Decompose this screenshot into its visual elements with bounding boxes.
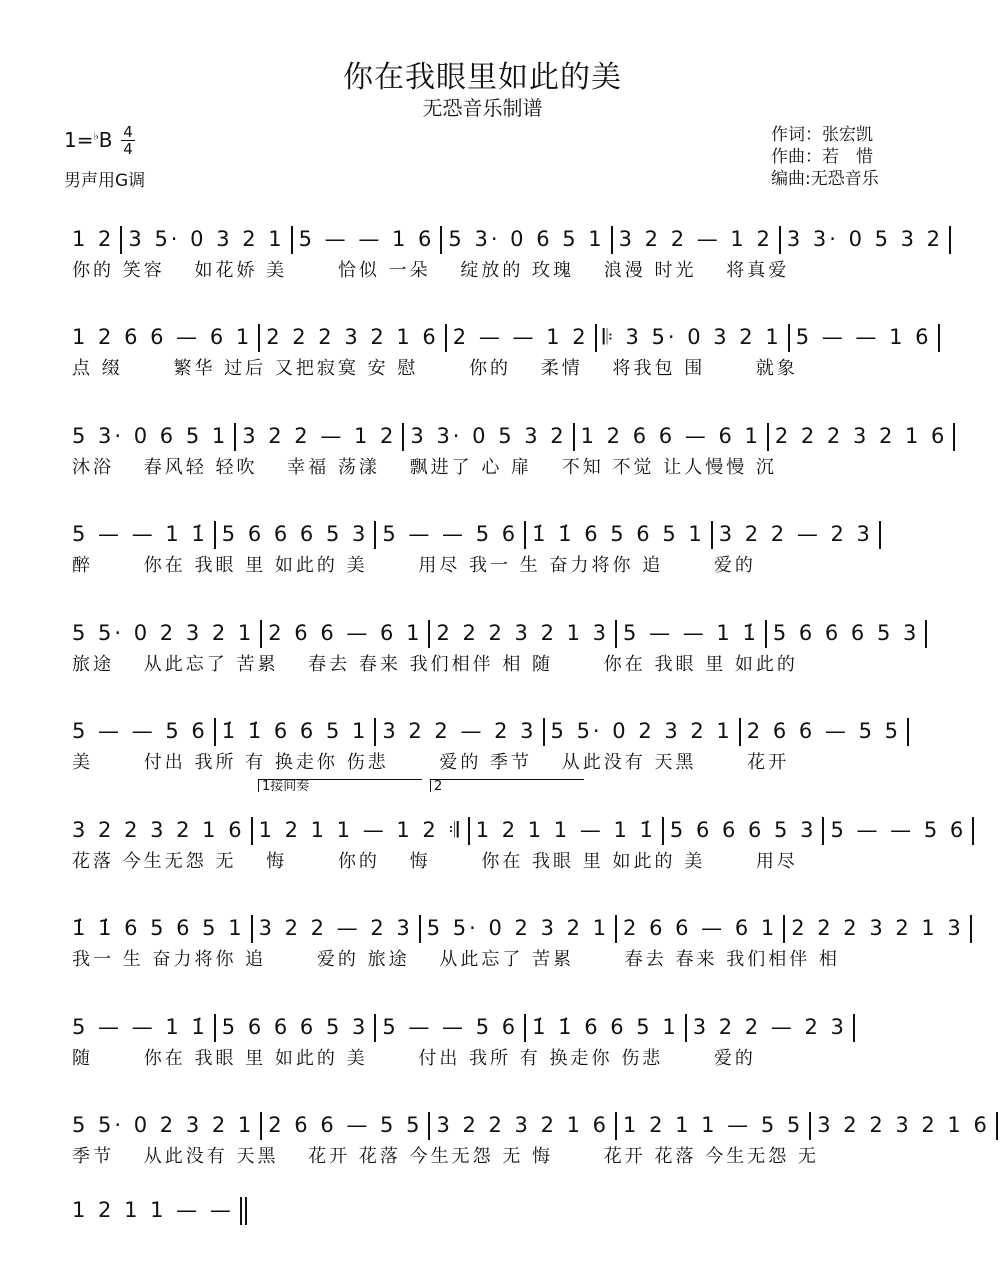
measure: 5 6 6 6 5 3 (669, 818, 817, 842)
measure: 3 3· 0 5 3 2 (786, 227, 944, 251)
barline (260, 620, 262, 648)
barline (938, 324, 940, 352)
barline (822, 817, 824, 845)
notes-line (72, 718, 901, 744)
measure: 5 — — 1 6 (298, 227, 435, 251)
volta-second-ending: 2 (430, 779, 584, 792)
barline (234, 423, 236, 451)
lyrics-line: 旅途 从此忘了 苦累 春去 春来 我们相伴 相 随 你在 我眼 里 如此的 (72, 654, 798, 675)
notes-line (72, 226, 944, 252)
measure: 2 2 2 3 2 1 3 (436, 621, 610, 645)
barline (949, 226, 951, 254)
barline (595, 324, 597, 352)
barline (907, 718, 909, 746)
measure: 3 2 2 — 2 3 (718, 522, 873, 546)
barline (374, 521, 376, 549)
measure: 1 2 6 6 — 6 1 (580, 424, 761, 448)
measure: 5 6 6 6 5 3 (772, 621, 920, 645)
barline (214, 718, 216, 746)
score-row (72, 718, 901, 776)
barline (779, 226, 781, 254)
lyrics-line: 我一 生 奋力将你 追 爱的 旅途 从此忘了 苦累 春去 春来 我们相伴 相 (72, 949, 840, 970)
measure: 5 — — 1 1̇ (72, 1015, 208, 1039)
measure: 5 — — 1 1̇ (72, 522, 208, 546)
final-notes: 1 2 1 1 — — (72, 1198, 234, 1222)
measure: 3 2 2 — 1 2 (242, 424, 397, 448)
score-row (72, 1014, 897, 1072)
barline (374, 718, 376, 746)
barline (970, 915, 972, 943)
notes-line (72, 817, 967, 843)
barline (788, 324, 790, 352)
barline (615, 1112, 617, 1140)
lyrics-line: 沐浴 春风轻 轻吹 幸福 荡漾 飘进了 心 扉 不知 不觉 让人慢慢 沉 (72, 457, 777, 478)
measure: 2 2 2 3 2 1 3 (791, 916, 964, 940)
barline (258, 324, 260, 352)
lyrics-line: 美 付出 我所 有 换走你 伤悲 爱的 季节 从此没有 天黑 花开 (72, 752, 790, 773)
voice-note: 男声用G调 (64, 171, 146, 191)
measure: 5 — — 1 1̇ (623, 621, 759, 645)
measure: 1 2 1 1 — 1 2 𝄇 (258, 818, 462, 842)
key-note: B (98, 128, 113, 152)
song-subtitle: 无恐音乐制谱 (422, 96, 543, 120)
barline (972, 817, 974, 845)
score-row (72, 423, 948, 481)
barline (711, 521, 713, 549)
score-row (72, 226, 944, 284)
key-signature (64, 128, 112, 152)
measure: 5 — — 5 6 (382, 522, 519, 546)
barline (214, 521, 216, 549)
score-row (72, 620, 920, 678)
barline (543, 718, 545, 746)
song-title: 你在我眼里如此的美 (343, 60, 622, 95)
measure: 3 2 2 — 2 3 (692, 1015, 847, 1039)
barline (120, 226, 122, 254)
measure: 2 2 2 3 2 1 6 (774, 424, 948, 448)
barline (573, 423, 575, 451)
barline (739, 718, 741, 746)
notes-line (72, 915, 964, 941)
lyrics-line: 花落 今生无怨 无 悔 你的 悔 你在 我眼 里 如此的 美 用尽 (72, 851, 798, 872)
measure: 1 2 1 1 — 1 1̇ (475, 818, 656, 842)
arranger: 编曲:无恐音乐 (771, 169, 879, 189)
measure: 3 3· 0 5 3 2 (410, 424, 567, 448)
measure: 5 — — 5 6 (382, 1015, 519, 1039)
notes-line (72, 521, 897, 547)
time-top: 4 (123, 123, 133, 141)
measure: 5 5· 0 2 3 2 1 (426, 916, 610, 940)
measure: 3 2 2 — 2 3 (258, 916, 413, 940)
lyrics-line: 醉 你在 我眼 里 如此的 美 用尽 我一 生 奋力将你 追 爱的 (72, 555, 756, 576)
measure: 5 5· 0 2 3 2 1 (72, 1113, 255, 1137)
measure: 3 2 2 — 1 2 (618, 227, 773, 251)
notes-line (72, 1112, 990, 1138)
lyrics-line: 点 缀 繁华 过后 又把寂寞 安 慰 你的 柔情 将我包 围 就象 (72, 358, 798, 379)
measure: 1̇ 1̇ 6 6 5 1 (532, 1015, 679, 1039)
notes-line (72, 1014, 897, 1040)
measure: 2 — — 1 2 (452, 325, 589, 349)
barline (853, 1014, 855, 1042)
barline (767, 423, 769, 451)
measure: 3 2 2 3 2 1 6 (817, 1113, 990, 1137)
barline (251, 915, 253, 943)
score-row (72, 779, 967, 875)
composer: 作曲：若 惜 (771, 147, 873, 167)
barline (440, 226, 442, 254)
barline (374, 1014, 376, 1042)
lyrics-line: 你的 笑容 如花娇 美 恰似 一朵 绽放的 玫瑰 浪漫 时光 将真爱 (72, 260, 790, 281)
barline (879, 521, 881, 549)
barline (611, 226, 613, 254)
notes-line (72, 324, 932, 350)
score-row (72, 1112, 990, 1170)
measure: 5 — — 5 6 (72, 719, 208, 743)
barline (953, 423, 955, 451)
measure: 𝄆 3 5· 0 3 2 1 (602, 325, 782, 349)
barline (402, 423, 404, 451)
measure: 1̇ 1̇ 6 5 6 5 1 (532, 522, 705, 546)
barline (809, 1112, 811, 1140)
measure: 3 2 2 — 2 3 (382, 719, 537, 743)
barline (996, 1112, 998, 1140)
measure: 5 3· 0 6 5 1 (72, 424, 229, 448)
barline (214, 1014, 216, 1042)
barline (615, 915, 617, 943)
measure: 5 6 6 6 5 3 (221, 522, 369, 546)
barline (662, 817, 664, 845)
measure: 2 6 6 — 6 1 (623, 916, 778, 940)
measure: 5 — — 1 6 (795, 325, 932, 349)
barline (524, 521, 526, 549)
credits (771, 124, 879, 190)
barline (251, 817, 253, 845)
key-prefix: 1= (64, 128, 94, 152)
notes-line (72, 423, 948, 449)
measure: 1̇ 1̇ 6 6 5 1 (221, 719, 369, 743)
measure: 3 2 2 3 2 1 6 (436, 1113, 610, 1137)
score-row (72, 324, 932, 382)
flat-sign: ♭ (93, 129, 99, 143)
barline (445, 324, 447, 352)
measure: 5 3· 0 6 5 1 (448, 227, 605, 251)
barline (925, 620, 927, 648)
barline (428, 620, 430, 648)
measure: 1̇ 1̇ 6 5 6 5 1 (72, 916, 245, 940)
barline (783, 915, 785, 943)
score-row (72, 915, 964, 973)
final-row (72, 1197, 242, 1225)
barline (524, 1014, 526, 1042)
measure: 2 6 6 — 6 1 (268, 621, 423, 645)
barline (428, 1112, 430, 1140)
measure: 1 2 (72, 227, 115, 251)
measure: 5 — — 5 6 (830, 818, 967, 842)
measure: 1 2 6 6 — 6 1 (72, 325, 253, 349)
measure: 5 5· 0 2 3 2 1 (72, 621, 255, 645)
lyrics-line: 季节 从此没有 天黑 花开 花落 今生无怨 无 悔 花开 花落 今生无怨 无 (72, 1146, 819, 1167)
volta-first-ending: 1接间奏 (258, 779, 422, 792)
measure: 2 6 6 — 5 5 (746, 719, 901, 743)
measure: 1 2 1 1 — 5 5 (623, 1113, 804, 1137)
measure: 5 6 6 6 5 3 (221, 1015, 369, 1039)
barline (685, 1014, 687, 1042)
score-row (72, 521, 897, 579)
measure: 3 2 2 3 2 1 6 (72, 818, 245, 842)
measure: 5 5· 0 2 3 2 1 (550, 719, 733, 743)
barline (260, 1112, 262, 1140)
measure: 3 5· 0 3 2 1 (128, 227, 285, 251)
lyricist: 作词：张宏凯 (771, 125, 873, 145)
final-barline (240, 1197, 242, 1225)
barline (615, 620, 617, 648)
measure: 2 6 6 — 5 5 (268, 1113, 423, 1137)
barline (419, 915, 421, 943)
time-signature (120, 124, 136, 157)
notes-line (72, 620, 920, 646)
lyrics-line: 随 你在 我眼 里 如此的 美 付出 我所 有 换走你 伤悲 爱的 (72, 1048, 756, 1069)
barline (765, 620, 767, 648)
barline (468, 817, 470, 845)
time-bottom: 4 (123, 140, 133, 158)
barline (291, 226, 293, 254)
measure: 2 2 2 3 2 1 6 (266, 325, 439, 349)
